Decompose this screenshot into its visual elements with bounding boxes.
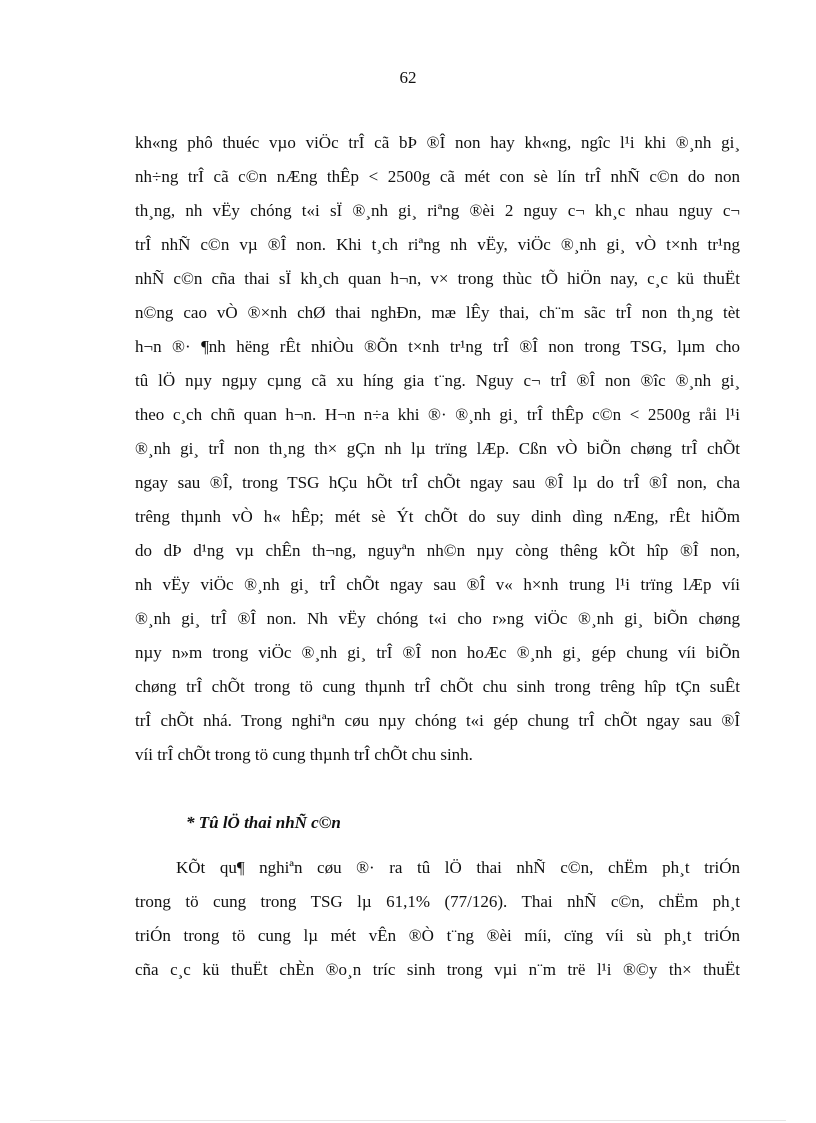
text-line: do dÞ d¹ng vµ chÊn th¬ng, nguyªn nh©n nµy còng thêng kÕt hîp ®Î non,: [135, 541, 740, 560]
page-divider: [30, 1120, 786, 1121]
text-line: tû lÖ nµy ngµy cµng cã xu híng gia t¨ng. Nguy c¬ trÎ ®Î non ®îc ®¸nh gi¸: [135, 371, 740, 390]
text-line: trêng thµnh vÒ h« hÊp; mét sè Ýt chÕt do suy dinh dìng nÆng, rÊt hiÕm: [135, 507, 740, 526]
text-line: cña c¸c kü thuËt chÈn ®o¸n tríc sinh trong vµi n¨m trë l¹i ®©y th× thuËt: [135, 960, 740, 979]
text-line: KÕt qu¶ nghiªn cøu ®· ra tû lÖ thai nhÑ c©n, chËm ph¸t triÓn: [176, 858, 740, 877]
text-line: ®¸nh gi¸ trÎ ®Î non. Nh vËy chóng t«i cho r»ng viÖc ®¸nh gi¸ biÕn chøng: [135, 609, 740, 628]
text-line: nh vËy viÖc ®¸nh gi¸ trÎ chÕt ngay sau ®Î v« h×nh trung l¹i trïng lÆp víi: [135, 575, 740, 594]
text-line: trÎ chÕt nhá. Trong nghiªn cøu nµy chóng t«i gép chung trÎ chÕt ngay sau ®Î: [135, 711, 740, 730]
text-line: theo c¸ch chñ quan h¬n. H¬n n÷a khi ®· ®¸nh gi¸ trÎ thÊp c©n < 2500g råi l¹i: [135, 405, 740, 424]
text-line: n©ng cao vÒ ®×nh chØ thai nghÐn, mæ lÊy thai, ch¨m sãc trÎ non th¸ng tèt: [135, 303, 740, 322]
page-number: 62: [399, 68, 417, 87]
text-line: nh÷ng trÎ cã c©n nÆng thÊp < 2500g cã mét con sè lín trÎ nhÑ c©n do non: [135, 167, 740, 186]
text-line: trÎ nhÑ c©n vµ ®Î non. Khi t¸ch riªng nh vËy, viÖc ®¸nh gi¸ vÒ t×nh tr¹ng: [135, 235, 740, 254]
section-heading: * Tû lÖ thai nhÑ c©n: [186, 813, 341, 832]
text-line: víi trÎ chÕt trong tö cung thµnh trÎ chÕt chu sinh.: [135, 745, 473, 764]
text-line: ngay sau ®Î, trong TSG hÇu hÕt trÎ chÕt ngay sau ®Î lµ do trÎ ®Î non, cha: [135, 473, 740, 492]
text-line: chøng trÎ chÕt trong tö cung thµnh trÎ chÕt chu sinh trong trêng hîp tÇn suÊt: [135, 677, 740, 696]
text-line: th¸ng, nh vËy chóng t«i sÏ ®¸nh gi¸ riªng ®èi 2 nguy c¬ kh¸c nhau nguy c¬: [135, 201, 740, 220]
text-line: triÓn trong tö cung lµ mét vÊn ®Ò t¨ng ®èi míi, cïng víi sù ph¸t triÓn: [135, 926, 740, 945]
text-line: h¬n ®· ¶nh hëng rÊt nhiÒu ®Õn t×nh tr¹ng trÎ ®Î non trong TSG, lµm cho: [135, 337, 740, 356]
text-line: trong tö cung trong TSG lµ 61,1% (77/126). Thai nhÑ c©n, chËm ph¸t: [135, 892, 740, 911]
text-line: nhÑ c©n cña thai sÏ kh¸ch quan h¬n, v× trong thùc tÕ hiÖn nay, c¸c kü thuËt: [135, 269, 740, 288]
text-line: nµy n»m trong viÖc ®¸nh gi¸ trÎ ®Î non hoÆc ®¸nh gi¸ gép chung víi biÕn: [135, 643, 740, 662]
text-line: kh«ng phô thuéc vµo viÖc trÎ cã bÞ ®Î non hay kh«ng, ngîc l¹i khi ®¸nh gi¸: [135, 133, 740, 152]
text-line: ®¸nh gi¸ trÎ non th¸ng th× gÇn nh lµ trïng lÆp. Cßn vÒ biÕn chøng trÎ chÕt: [135, 439, 740, 458]
